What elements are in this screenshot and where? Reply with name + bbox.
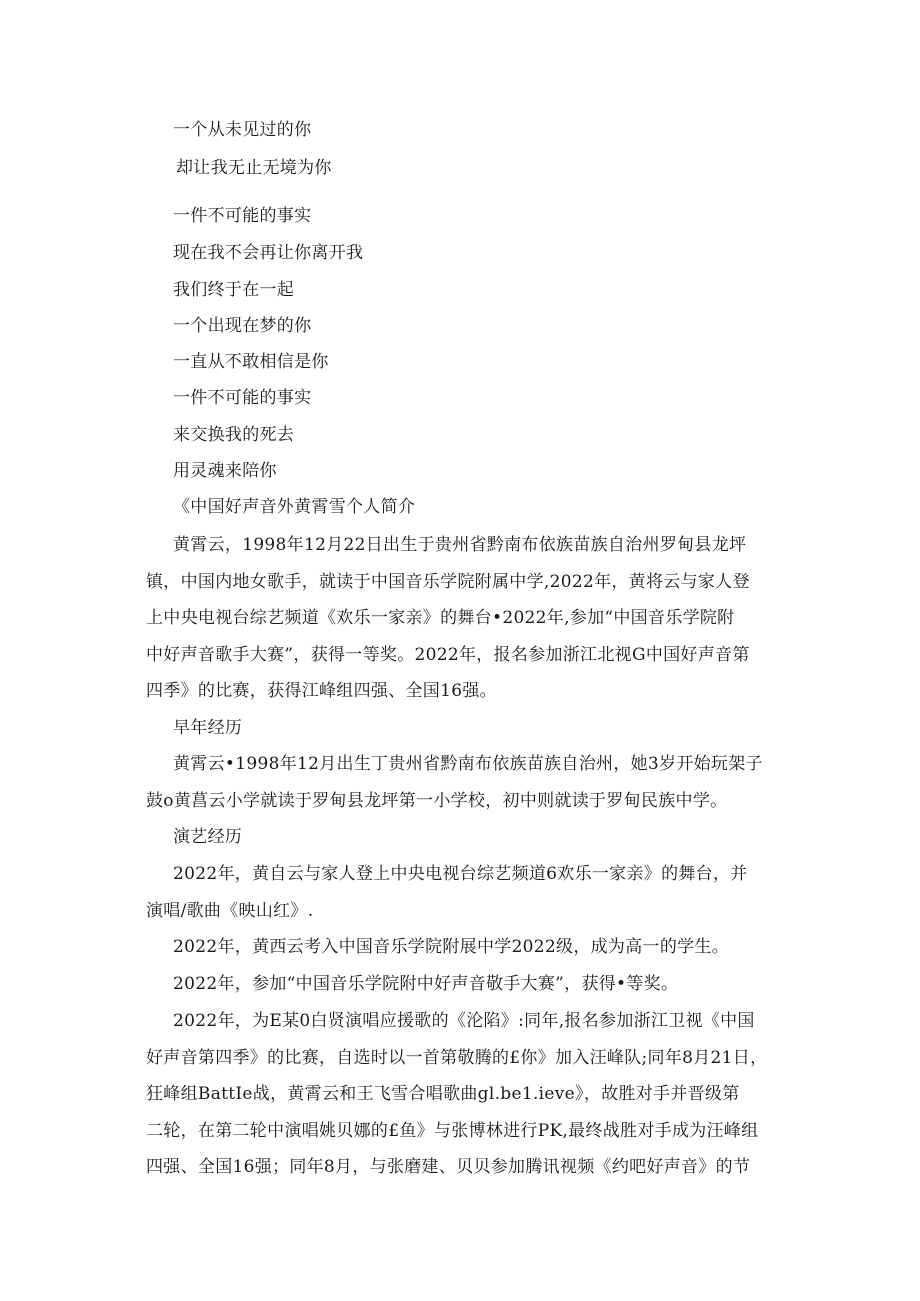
lyric-line: 一件不可能的事实 (173, 388, 312, 408)
paragraph-line: 镇，中国内地女歌手，就读于中国音乐学院附属中学,2022年，黄将云与家人登 (146, 571, 750, 592)
career-paragraph-4 (146, 1003, 773, 1186)
paragraph-line: 上中央电视台综艺频道《欢乐一家亲》的舞台•2022年,参加“中国音乐学院附 (146, 608, 735, 628)
paragraph-line: 二轮，在第二轮中演唱姚贝娜的£鱼》与张博林进行PK,最终战胜对手成为汪峰组 (146, 1120, 759, 1141)
career-paragraph-2 (173, 929, 773, 966)
lyric-line: 却让我无止无境为你 (176, 158, 332, 178)
career-paragraph-3 (173, 966, 773, 1003)
lyric-line: 我们终于在一起 (173, 280, 295, 300)
early-paragraph (146, 746, 773, 819)
paragraph-line: 2022年，为E某0白贤演唱应援歌的《沦陷》:同年,报名参加浙江卫视《中国 (173, 1011, 755, 1031)
paragraph-line: 好声音第四季》的比赛，自选时以一首第敬腾的£你》加入汪峰队;同年8月21日， (146, 1047, 768, 1068)
section-title: 《中国好声音外黄霄雪个人简介 (173, 497, 416, 517)
intro-paragraph (146, 527, 773, 710)
paragraph-line: 2022年，黄西云考入中国音乐学院附展中学2022级，成为高一的学生。 (173, 937, 730, 957)
early-years-heading: 早年经历 (173, 718, 243, 738)
paragraph-line: 四季》的比赛，获得江峰组四强、全国16强。 (146, 681, 497, 701)
lyric-line: 一直从不敢相信是你 (173, 352, 329, 372)
paragraph-line: 2022年，黄自云与家人登上中央电视台综艺频道6欢乐一家亲》的舞台，并 (173, 864, 748, 884)
paragraph-line: 演唱/歌曲《映山红》. (146, 900, 314, 921)
lyric-line: 一个从未见过的你 (173, 120, 312, 140)
lyric-line: 一个出现在梦的你 (173, 316, 312, 336)
paragraph-line: 黄霄云，1998年12月22日出生于贵州省黔南布依族苗族自治州罗甸县龙坪 (173, 535, 747, 555)
career-paragraph-1 (146, 856, 773, 929)
paragraph-line: 中好声音歌手大赛”，获得一等奖。2022年，报名参加浙江北视G中国好声音第 (146, 644, 750, 665)
paragraph-line: 2022年，参加“中国音乐学院附中好声音敬手大赛”，获得•等奖。 (173, 974, 679, 994)
paragraph-line: 鼓o黄菖云小学就读于罗甸县龙坪第一小学校，初中则就读于罗甸民族中学。 (146, 790, 728, 811)
lyric-line: 用灵魂来陪你 (173, 461, 277, 481)
lyric-line: 来交换我的死去 (173, 425, 295, 445)
paragraph-line: 黄霄云•1998年12月出生丁贵州省黔南布依族苗族自治州，她3岁开始玩架子 (173, 754, 763, 774)
lyric-line: 现在我不会再让你离开我 (173, 243, 364, 263)
career-heading: 演艺经历 (173, 827, 243, 847)
paragraph-line: 狂峰组BattIe战，黄霄云和王飞雪合唱歌曲gl.be1.ieve》，故胜对手并晋级第 (146, 1084, 740, 1104)
paragraph-line: 四强、全国16强；同年8月，与张磨建、贝贝参加腾讯视频《约吧好声音》的节 (146, 1157, 751, 1177)
lyric-line: 一件不可能的事实 (173, 206, 312, 226)
